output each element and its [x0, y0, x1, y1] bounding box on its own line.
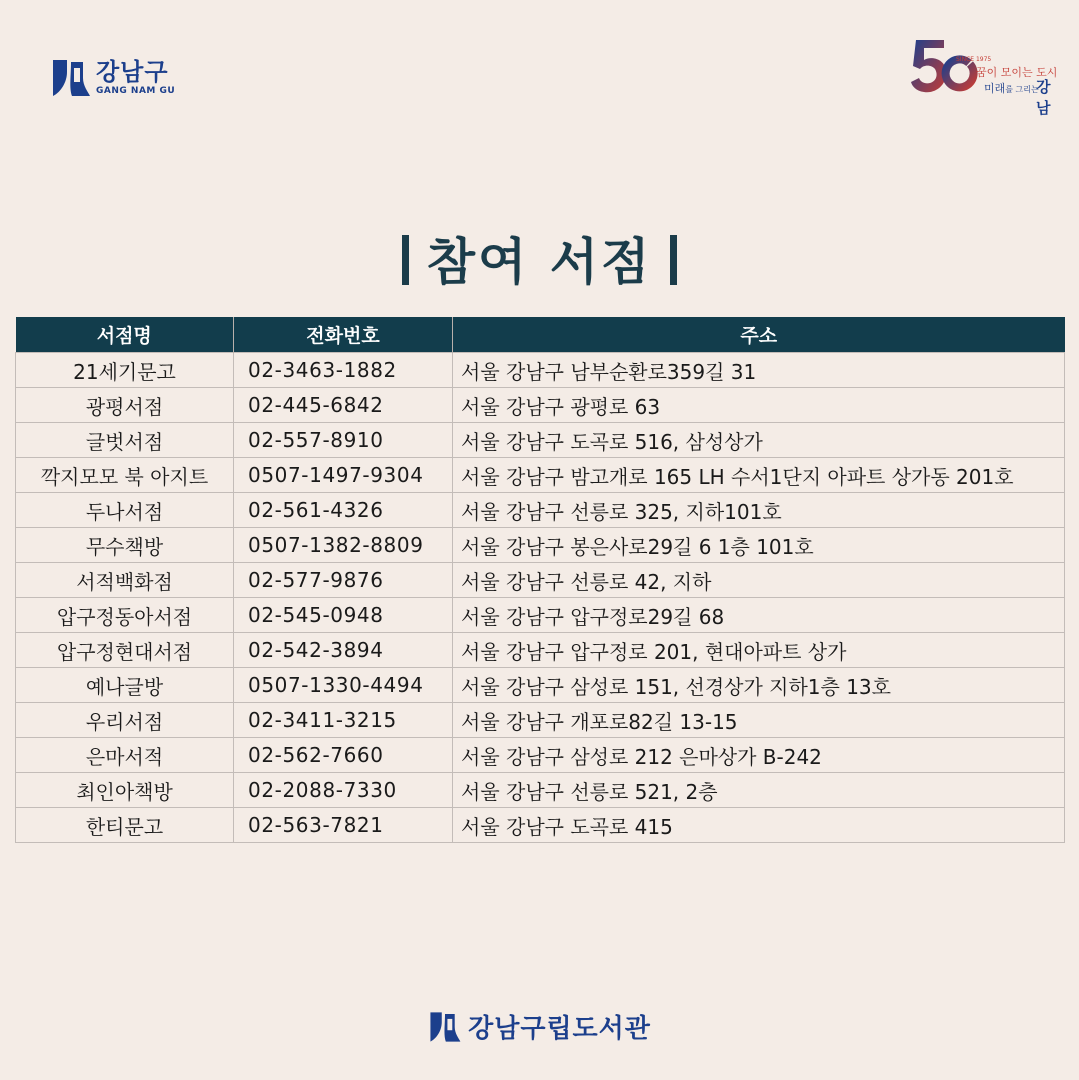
- slogan-gangnam: 강남: [1036, 78, 1051, 117]
- cell-phone: 02-557-8910: [234, 423, 453, 458]
- cell-address: 서울 강남구 선릉로 42, 지하: [453, 563, 1065, 598]
- cell-address: 서울 강남구 개포로82길 13-15: [453, 703, 1065, 738]
- table-row: [16, 423, 1065, 458]
- title-bar-right: [670, 235, 677, 285]
- cell-name: 무수책방: [16, 528, 234, 563]
- table-row: [16, 388, 1065, 423]
- cell-address: 서울 강남구 선릉로 521, 2층: [453, 773, 1065, 808]
- page-title: [0, 222, 1079, 294]
- anniversary-logo: [908, 36, 1064, 117]
- cell-phone: 02-577-9876: [234, 563, 453, 598]
- table-row: [16, 563, 1065, 598]
- slogan-drawing: 를 그리는: [1005, 85, 1039, 94]
- cell-address: 서울 강남구 봉은사로29길 6 1층 101호: [453, 528, 1065, 563]
- header-address: 주소: [453, 317, 1065, 353]
- cell-address: 서울 강남구 밤고개로 165 LH 수서1단지 아파트 상가동 201호: [453, 458, 1065, 493]
- cell-phone: 02-542-3894: [234, 633, 453, 668]
- page-title-text: 참여 서점: [426, 233, 653, 291]
- gangnam-logo-icon: [50, 56, 92, 100]
- cell-name: 최인아책방: [16, 773, 234, 808]
- table-row: [16, 528, 1065, 563]
- cell-name: 두나서점: [16, 493, 234, 528]
- cell-phone: 0507-1497-9304: [234, 458, 453, 493]
- cell-phone: 02-3411-3215: [234, 703, 453, 738]
- table-row: [16, 773, 1065, 808]
- table-row: [16, 493, 1065, 528]
- table-header-row: [16, 317, 1065, 353]
- cell-address: 서울 강남구 선릉로 325, 지하101호: [453, 493, 1065, 528]
- cell-phone: 02-562-7660: [234, 738, 453, 773]
- gangnam-gu-logo: [50, 56, 175, 100]
- cell-address: 서울 강남구 도곡로 415: [453, 808, 1065, 843]
- slogan-line1: 꿈이 모이는 도시: [976, 66, 1058, 79]
- table-row: [16, 668, 1065, 703]
- cell-phone: 02-545-0948: [234, 598, 453, 633]
- cell-name: 예나글방: [16, 668, 234, 703]
- table-row: [16, 703, 1065, 738]
- cell-phone: 02-561-4326: [234, 493, 453, 528]
- cell-phone: 02-445-6842: [234, 388, 453, 423]
- cell-name: 깍지모모 북 아지트: [16, 458, 234, 493]
- cell-address: 서울 강남구 도곡로 516, 삼성상가: [453, 423, 1065, 458]
- cell-phone: 0507-1330-4494: [234, 668, 453, 703]
- cell-phone: 0507-1382-8809: [234, 528, 453, 563]
- cell-name: 서적백화점: [16, 563, 234, 598]
- table-row: [16, 808, 1065, 843]
- table-row: [16, 353, 1065, 388]
- cell-phone: 02-2088-7330: [234, 773, 453, 808]
- logo-text-en: GANG NAM GU: [96, 86, 176, 96]
- cell-name: 압구정동아서점: [16, 598, 234, 633]
- bookstore-table: [15, 317, 1065, 843]
- cell-address: 서울 강남구 압구정로29길 68: [453, 598, 1065, 633]
- since-text: SINCE 1975: [956, 56, 992, 63]
- cell-name: 압구정현대서점: [16, 633, 234, 668]
- title-bar-left: [402, 235, 409, 285]
- table-row: [16, 633, 1065, 668]
- logo-text-ko: 강남구: [96, 58, 169, 86]
- footer-label: 강남구립도서관: [468, 1014, 651, 1044]
- cell-name: 우리서점: [16, 703, 234, 738]
- cell-phone: 02-563-7821: [234, 808, 453, 843]
- cell-address: 서울 강남구 압구정로 201, 현대아파트 상가: [453, 633, 1065, 668]
- cell-name: 광평서점: [16, 388, 234, 423]
- table-row: [16, 458, 1065, 493]
- cell-address: 서울 강남구 광평로 63: [453, 388, 1065, 423]
- cell-address: 서울 강남구 삼성로 151, 선경상가 지하1층 13호: [453, 668, 1065, 703]
- cell-name: 은마서적: [16, 738, 234, 773]
- cell-address: 서울 강남구 삼성로 212 은마상가 B-242: [453, 738, 1065, 773]
- cell-name: 글벗서점: [16, 423, 234, 458]
- cell-name: 한티문고: [16, 808, 234, 843]
- slogan-future: 미래: [984, 82, 1006, 95]
- table-row: [16, 738, 1065, 773]
- header-phone: 전화번호: [234, 317, 453, 353]
- cell-name: 21세기문고: [16, 353, 234, 388]
- cell-address: 서울 강남구 남부순환로359길 31: [453, 353, 1065, 388]
- header-name: 서점명: [16, 317, 234, 353]
- table-row: [16, 598, 1065, 633]
- slogan-line2: [984, 80, 1039, 96]
- footer-logo: [0, 1008, 1079, 1045]
- library-logo-icon: [428, 1009, 462, 1045]
- cell-phone: 02-3463-1882: [234, 353, 453, 388]
